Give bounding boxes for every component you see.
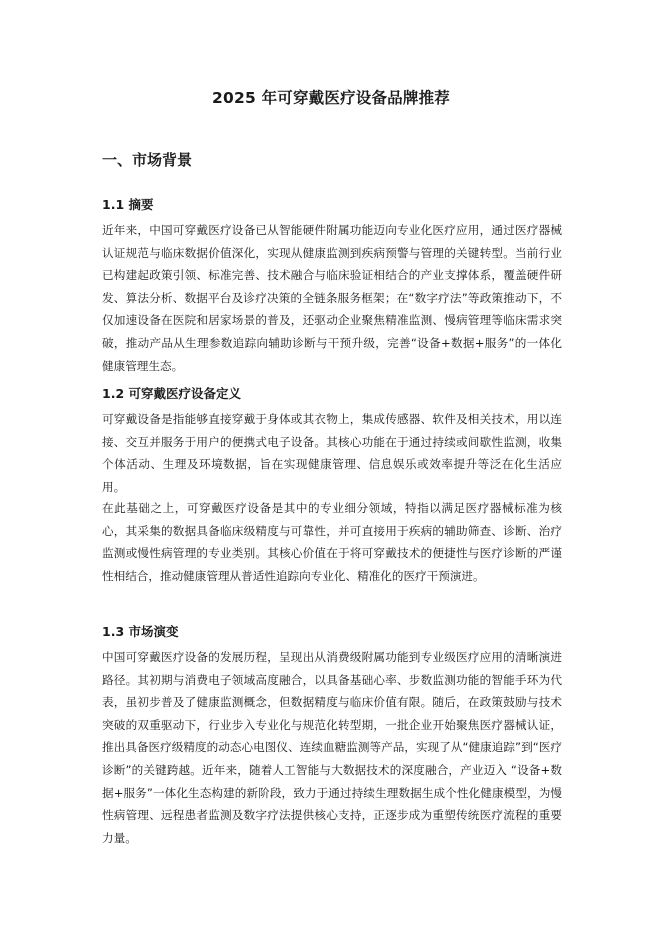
document-title: 2025 年可穿戴医疗设备品牌推荐 (212, 89, 450, 107)
subsection-heading-summary: 1.1 摘要 (102, 197, 154, 212)
paragraph-market-evolution: 中国可穿戴医疗设备的发展历程，呈现出从消费级附属功能到专业级医疗应用的清晰演进路径。其初期与消费电子领域高度融合，以具备基础心率、步数监测功能的智能手环为代表，虽初步普及了健康监测概念，但数据精度与临床价值有限。随后，在政策鼓励与技术突破的双重驱动下，行业步入专业化与规范化转型期，一批企业开始聚焦医疗器械认证，推出具备医疗级精度的动态心电图仪、连续血糖监测等产品，实现了从“健康追踪”到“医疗诊断”的关键跨越。近年来，随着人工智能与大数据技术的深度融合，产业迈入 “设备+数据+服务”一体化生态构建的新阶段，致力于通过持续生理数据生成个性化健康模型，为慢性病管理、远程患者监测及数字疗法提供核心支持，正逐步成为重塑传统医疗流程的重要力量。 (102, 650, 562, 845)
section-heading-market-background: 一、市场背景 (102, 151, 193, 169)
paragraph-definition-1: 可穿戴设备是指能够直接穿戴于身体或其衣物上，集成传感器、软件及相关技术，用以连接、交互并服务于用户的便携式电子设备。其核心功能在于通过持续或间歇性监测，收集个体活动、生理及环境数据，旨在实现健康管理、信息娱乐或效率提升等泛在化生活应用。 (102, 412, 562, 494)
paragraph-summary: 近年来，中国可穿戴医疗设备已从智能硬件附属功能迈向专业化医疗应用，通过医疗器械认证规范与临床数据价值深化，实现从健康监测到疾病预警与管理的关键转型。当前行业已构建起政策引领、标准完善、技术融合与临床验证相结合的产业支撑体系，覆盖硬件研发、算法分析、数据平台及诊疗决策的全链条服务框架；在“数字疗法”等政策推动下，不仅加速设备在医院和居家场景的普及，还驱动企业聚焦精准监测、慢病管理等临床需求突破，推动产品从生理参数追踪向辅助诊断与干预升级，完善“设备+数据+服务”的一体化健康管理生态。 (102, 223, 562, 373)
subsection-heading-definition: 1.2 可穿戴医疗设备定义 (102, 386, 241, 401)
paragraph-definition-2: 在此基础之上，可穿戴医疗设备是其中的专业细分领域，特指以满足医疗器械标准为核心，其采集的数据具备临床级精度与可靠性，并可直接用于疾病的辅助筛查、诊断、治疗监测或慢性病管理的专业类别。其核心价值在于将可穿戴技术的便捷性与医疗诊断的严谨性相结合，推动健康管理从普适性追踪向专业化、精准化的医疗干预演进。 (102, 501, 562, 583)
subsection-heading-market-evolution: 1.3 市场演变 (102, 624, 179, 639)
